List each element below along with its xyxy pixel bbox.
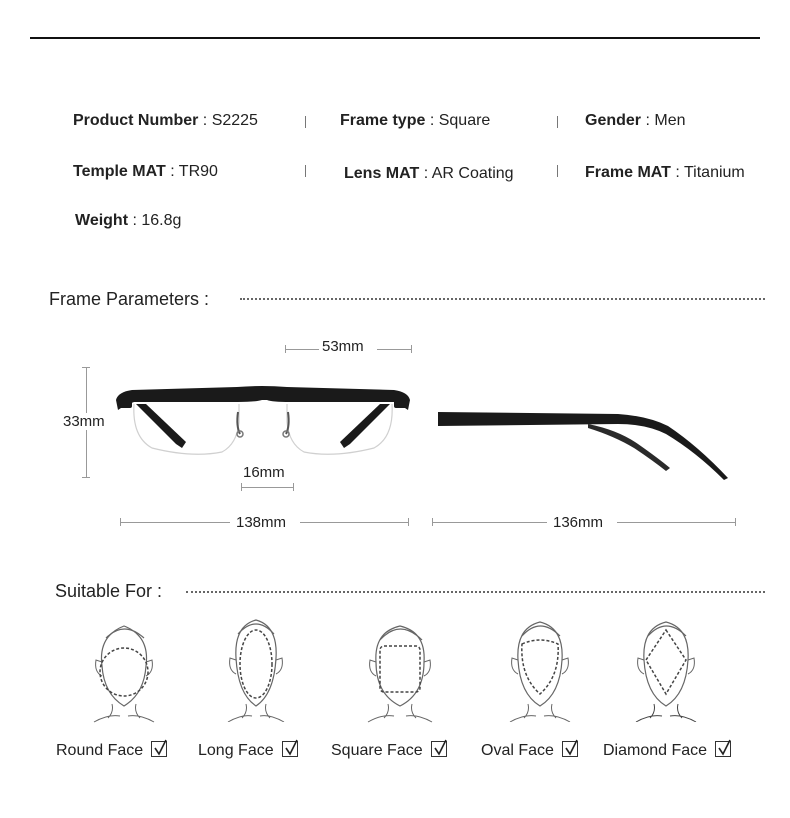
spec-value: S2225 [211, 112, 258, 129]
checkmark-icon [562, 741, 578, 757]
dim-tick [408, 518, 409, 526]
spec-label: Frame MAT [585, 164, 671, 181]
dim-line [120, 522, 230, 523]
checkmark-icon [282, 741, 298, 757]
face-option-square [331, 741, 447, 760]
spec-label: Weight [75, 212, 129, 229]
spec-label: Gender [585, 112, 642, 129]
face-label: Diamond Face [603, 742, 708, 759]
suitable-for-title: Suitable For : [55, 581, 163, 601]
dim-tick [735, 518, 736, 526]
spec-frame-type: Frame type : Square [340, 112, 491, 129]
spec-lens-mat: Lens MAT : AR Coating [344, 165, 514, 182]
dim-line [300, 522, 408, 523]
glasses-front-image [112, 382, 414, 462]
dim-tick [411, 345, 412, 353]
separator [557, 165, 558, 177]
face-label: Square Face [331, 742, 423, 759]
checkmark-icon [151, 741, 167, 757]
glasses-temple-image [438, 408, 730, 482]
lens-width-label: 53mm [322, 338, 364, 355]
dim-tick [293, 483, 294, 491]
spec-label: Product Number [73, 112, 199, 129]
oval-face-icon [504, 614, 576, 722]
face-option-oval [481, 741, 578, 760]
spec-weight: Weight : 16.8g [75, 212, 182, 229]
separator [305, 116, 306, 128]
spec-label: Temple MAT [73, 163, 166, 180]
face-option-diamond [603, 741, 731, 760]
temple-length-label: 136mm [553, 514, 604, 531]
long-face-icon [220, 612, 292, 722]
top-rule [30, 37, 760, 39]
spec-value: Square [438, 112, 491, 129]
spec-value: 16.8g [141, 212, 182, 229]
diamond-face-icon [630, 614, 702, 722]
face-label: Oval Face [481, 742, 554, 759]
square-face-icon [364, 618, 436, 724]
face-label: Long Face [198, 742, 274, 759]
spec-label: Lens MAT [344, 165, 420, 182]
dotted-divider [186, 591, 765, 593]
spec-value: TR90 [178, 163, 218, 180]
spec-label: Frame type [340, 112, 426, 129]
lens-height-label: 33mm [63, 413, 105, 430]
face-option-round [56, 741, 167, 760]
dim-tick [241, 483, 242, 491]
separator [557, 116, 558, 128]
frame-parameters-title: Frame Parameters : [49, 289, 210, 309]
round-face-icon [88, 616, 160, 724]
frame-width-label: 138mm [236, 514, 287, 531]
checkmark-icon [715, 741, 731, 757]
dim-tick [82, 477, 90, 478]
spec-value: Titanium [683, 164, 745, 181]
dim-line [617, 522, 735, 523]
dotted-divider [240, 298, 765, 300]
spec-product-number: Product Number : S2225 [73, 112, 258, 129]
spec-frame-mat: Frame MAT : Titanium [585, 164, 745, 181]
dim-line [285, 349, 319, 350]
dim-tick [432, 518, 433, 526]
face-option-long [198, 741, 298, 760]
dim-tick [82, 367, 90, 368]
dim-line [432, 522, 547, 523]
checkmark-icon [431, 741, 447, 757]
face-label: Round Face [56, 742, 144, 759]
dim-tick [285, 345, 286, 353]
separator [305, 165, 306, 177]
bridge-width-label: 16mm [243, 464, 285, 481]
dim-line [377, 349, 411, 350]
spec-value: AR Coating [431, 165, 514, 182]
spec-temple-mat: Temple MAT : TR90 [73, 163, 218, 180]
spec-value: Men [654, 112, 686, 129]
spec-gender: Gender : Men [585, 112, 686, 129]
dim-tick [120, 518, 121, 526]
dim-line [241, 487, 293, 488]
